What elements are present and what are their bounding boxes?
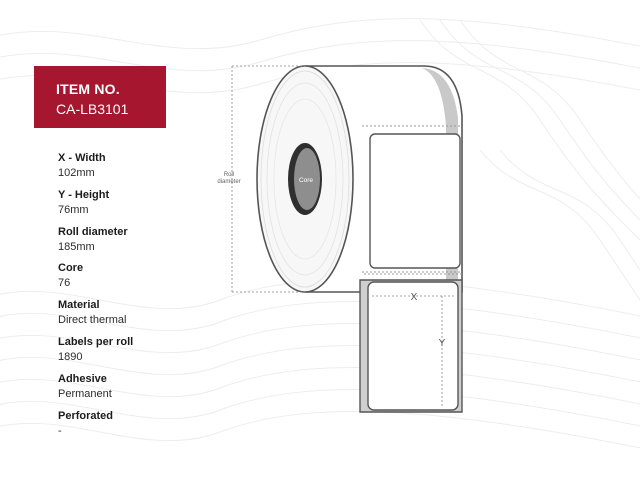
- spec-perforated: [58, 410, 208, 447]
- spec-label: Adhesive: [58, 372, 107, 385]
- spec-core: [58, 262, 208, 299]
- core-label: Core: [298, 177, 314, 184]
- spec-labels-per-roll: [58, 336, 208, 373]
- spec-label: Perforated: [58, 409, 114, 422]
- spec-roll-diameter: [58, 226, 208, 263]
- y-dimension-label: Y: [438, 338, 446, 349]
- roll-diameter-label-1: Roll: [223, 172, 235, 178]
- spec-value: 76mm: [58, 203, 89, 216]
- spec-label: Material: [58, 299, 100, 312]
- item-number-value: CA-LB3101: [56, 101, 129, 117]
- spec-list: [58, 152, 208, 446]
- spec-y-height: [58, 189, 208, 226]
- label-roll-illustration: [217, 56, 472, 416]
- roll-label-1: [370, 134, 460, 268]
- roll-diameter-label-2: diameter: [217, 179, 241, 185]
- label-roll-diagram: [217, 56, 472, 416]
- spec-value: 1890: [58, 350, 83, 363]
- spec-label: Roll diameter: [58, 225, 128, 238]
- spec-value: -: [58, 424, 62, 437]
- spec-label: X - Width: [58, 152, 106, 164]
- spec-value: Direct thermal: [58, 314, 127, 327]
- x-dimension-label: X: [410, 292, 418, 303]
- item-number-badge: [34, 66, 166, 128]
- spec-value: 185mm: [58, 240, 95, 253]
- spec-label: Core: [58, 262, 84, 275]
- spec-label: Y - Height: [58, 188, 110, 201]
- spec-value: 102mm: [58, 167, 95, 179]
- spec-value: 76: [58, 277, 71, 290]
- spec-label: Labels per roll: [58, 335, 134, 348]
- spec-value: Permanent: [58, 387, 112, 400]
- spec-adhesive: [58, 373, 208, 410]
- spec-x-width: [58, 152, 208, 189]
- item-number-title: ITEM NO.: [56, 81, 120, 97]
- spec-material: [58, 299, 208, 336]
